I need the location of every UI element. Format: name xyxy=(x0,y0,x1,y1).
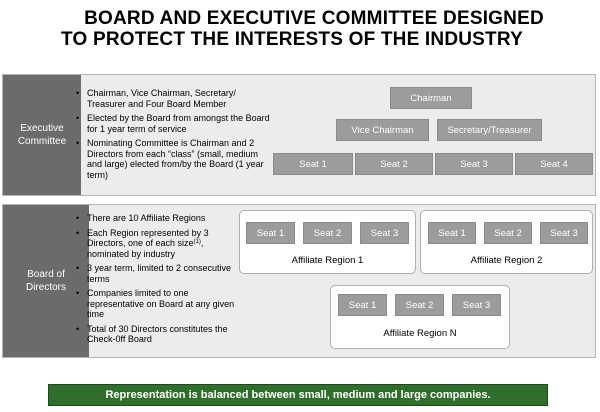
region-n-seat-3: Seat 3 xyxy=(452,294,501,316)
executive-bullet-2: • Elected by the Board from amongst the Board for 1 year term of service xyxy=(76,113,272,134)
affiliate-region-n xyxy=(330,285,510,349)
summary-banner: Representation is balanced between small, medium and large companies. xyxy=(48,384,548,406)
executive-committee-section xyxy=(2,74,596,196)
board-bullets xyxy=(76,213,246,349)
page-title-line-2: TO PROTECT THE INTERESTS OF THE INDUSTRY xyxy=(61,29,523,50)
board-bullet-5: • Total of 30 Directors constitutes the Check-0ff Board xyxy=(76,324,246,345)
board-bullet-2-text: Each Region represented by 3 Directors, one of each size xyxy=(87,227,209,248)
executive-seat-4: Seat 4 xyxy=(515,153,593,175)
board-bullet-2-tail: , nominated by industry xyxy=(87,238,204,259)
region-2-seat-3: Seat 3 xyxy=(540,222,588,244)
board-bullet-4: • Companies limited to one representative on Board at any given time xyxy=(76,288,246,320)
affiliate-region-1 xyxy=(239,210,416,274)
board-bullet-3: • 3 year term, limited to 2 consecutive terms xyxy=(76,263,246,284)
board-bullet-1: • There are 10 Affiliate Regions xyxy=(76,213,246,224)
region-1-seat-1: Seat 1 xyxy=(246,222,295,244)
region-2-seat-1: Seat 1 xyxy=(428,222,476,244)
page-title-line-1: BOARD AND EXECUTIVE COMMITTEE DESIGNED xyxy=(84,8,544,29)
secretary-treasurer-box: Secretary/Treasurer xyxy=(437,119,542,141)
board-of-directors-label: Board of Directors xyxy=(3,205,89,357)
executive-seat-1: Seat 1 xyxy=(273,153,353,175)
affiliate-region-2 xyxy=(420,210,593,274)
executive-seat-2: Seat 2 xyxy=(355,153,433,175)
footnote-marker: (1) xyxy=(193,239,201,245)
chairman-box: Chairman xyxy=(390,87,472,109)
region-1-seat-3: Seat 3 xyxy=(360,222,409,244)
board-bullet-2 xyxy=(76,228,246,260)
region-2-label: Affiliate Region 2 xyxy=(470,255,543,266)
executive-bullets xyxy=(76,88,272,184)
region-n-label: Affiliate Region N xyxy=(383,328,457,339)
executive-committee-label: Executive Committee xyxy=(3,75,81,195)
executive-bullet-3: • Nominating Committee is Chairman and 2 Directors from each “class” (small, medium and large) elected from/by the Board (1 year term) xyxy=(76,138,272,180)
region-n-seat-2: Seat 2 xyxy=(395,294,444,316)
region-1-label: Affiliate Region 1 xyxy=(291,255,364,266)
vice-chairman-box: Vice Chairman xyxy=(336,119,429,141)
board-of-directors-section xyxy=(2,204,596,358)
region-n-seat-1: Seat 1 xyxy=(338,294,387,316)
region-2-seat-2: Seat 2 xyxy=(484,222,532,244)
region-1-seat-2: Seat 2 xyxy=(303,222,352,244)
executive-bullet-1: • Chairman, Vice Chairman, Secretary/ Treasurer and Four Board Member xyxy=(76,88,272,109)
executive-seat-3: Seat 3 xyxy=(435,153,513,175)
